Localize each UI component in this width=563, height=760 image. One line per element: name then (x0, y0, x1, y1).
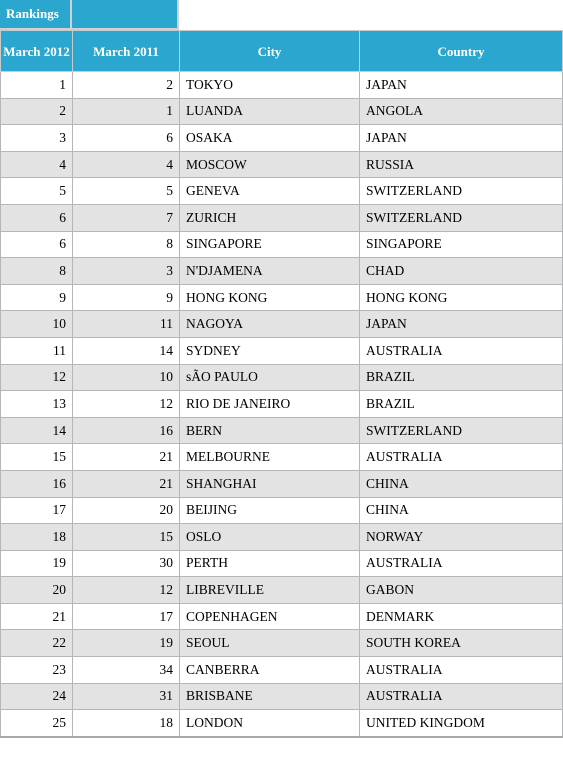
table-row (1, 417, 563, 444)
city-cell: OSLO (180, 524, 360, 551)
country-cell: AUSTRALIA (360, 444, 563, 471)
country-cell: SWITZERLAND (360, 417, 563, 444)
rank-2011-cell: 11 (73, 311, 180, 338)
column-header-city: City (180, 31, 360, 72)
city-cell: MELBOURNE (180, 444, 360, 471)
city-cell: RIO DE JANEIRO (180, 391, 360, 418)
rank-2012-cell: 24 (1, 683, 73, 710)
city-cell: sÃO PAULO (180, 364, 360, 391)
city-cell: CANBERRA (180, 657, 360, 684)
table-row (1, 444, 563, 471)
table-row (1, 550, 563, 577)
table-row (1, 284, 563, 311)
column-header-country: Country (360, 31, 563, 72)
rank-2011-cell: 8 (73, 231, 180, 258)
rank-2011-cell: 10 (73, 364, 180, 391)
table-row (1, 391, 563, 418)
table-row (1, 151, 563, 178)
city-cell: MOSCOW (180, 151, 360, 178)
rank-2011-cell: 20 (73, 497, 180, 524)
table-row (1, 204, 563, 231)
rankings-table (0, 30, 563, 738)
rank-2011-cell: 14 (73, 337, 180, 364)
table-body (1, 72, 563, 737)
rank-2012-cell: 2 (1, 98, 73, 125)
city-cell: TOKYO (180, 72, 360, 99)
table-row (1, 258, 563, 285)
rank-2011-cell: 7 (73, 204, 180, 231)
city-cell: BERN (180, 417, 360, 444)
city-cell: LIBREVILLE (180, 577, 360, 604)
country-cell: SWITZERLAND (360, 204, 563, 231)
rank-2011-cell: 5 (73, 178, 180, 205)
table-row (1, 337, 563, 364)
country-cell: RUSSIA (360, 151, 563, 178)
rank-2012-cell: 25 (1, 710, 73, 737)
rank-2011-cell: 34 (73, 657, 180, 684)
country-cell: BRAZIL (360, 364, 563, 391)
city-cell: SHANGHAI (180, 470, 360, 497)
rank-2011-cell: 31 (73, 683, 180, 710)
rank-2012-cell: 1 (1, 72, 73, 99)
country-cell: SOUTH KOREA (360, 630, 563, 657)
city-cell: HONG KONG (180, 284, 360, 311)
rankings-label: Rankings (0, 0, 72, 30)
rank-2012-cell: 17 (1, 497, 73, 524)
table-row (1, 98, 563, 125)
rank-2011-cell: 3 (73, 258, 180, 285)
city-cell: ZURICH (180, 204, 360, 231)
country-cell: JAPAN (360, 311, 563, 338)
rankings-header-blank-cell (72, 0, 179, 30)
table-row (1, 603, 563, 630)
city-cell: BEIJING (180, 497, 360, 524)
city-cell: N'DJAMENA (180, 258, 360, 285)
table-row (1, 524, 563, 551)
rank-2011-cell: 21 (73, 444, 180, 471)
rank-2012-cell: 12 (1, 364, 73, 391)
country-cell: GABON (360, 577, 563, 604)
rank-2012-cell: 13 (1, 391, 73, 418)
city-cell: SINGAPORE (180, 231, 360, 258)
rank-2011-cell: 17 (73, 603, 180, 630)
rank-2011-cell: 12 (73, 577, 180, 604)
country-cell: SWITZERLAND (360, 178, 563, 205)
table-row (1, 231, 563, 258)
rank-2012-cell: 6 (1, 204, 73, 231)
country-cell: BRAZIL (360, 391, 563, 418)
rank-2012-cell: 19 (1, 550, 73, 577)
table-row (1, 577, 563, 604)
country-cell: AUSTRALIA (360, 550, 563, 577)
city-cell: LONDON (180, 710, 360, 737)
rank-2012-cell: 11 (1, 337, 73, 364)
city-cell: COPENHAGEN (180, 603, 360, 630)
rank-2011-cell: 12 (73, 391, 180, 418)
rank-2012-cell: 8 (1, 258, 73, 285)
rank-2012-cell: 21 (1, 603, 73, 630)
country-cell: ANGOLA (360, 98, 563, 125)
rank-2011-cell: 16 (73, 417, 180, 444)
rank-2011-cell: 1 (73, 98, 180, 125)
country-cell: CHINA (360, 470, 563, 497)
table-row (1, 630, 563, 657)
rank-2012-cell: 3 (1, 125, 73, 152)
rank-2012-cell: 4 (1, 151, 73, 178)
country-cell: AUSTRALIA (360, 657, 563, 684)
rank-2012-cell: 16 (1, 470, 73, 497)
rank-2012-cell: 9 (1, 284, 73, 311)
rank-2011-cell: 4 (73, 151, 180, 178)
city-cell: PERTH (180, 550, 360, 577)
country-cell: JAPAN (360, 72, 563, 99)
column-header-march-2011: March 2011 (73, 31, 180, 72)
table-row (1, 125, 563, 152)
rank-2012-cell: 14 (1, 417, 73, 444)
table-row (1, 497, 563, 524)
table-row (1, 683, 563, 710)
city-cell: BRISBANE (180, 683, 360, 710)
country-cell: DENMARK (360, 603, 563, 630)
rank-2012-cell: 22 (1, 630, 73, 657)
country-cell: SINGAPORE (360, 231, 563, 258)
table-row (1, 470, 563, 497)
country-cell: JAPAN (360, 125, 563, 152)
rank-2012-cell: 18 (1, 524, 73, 551)
city-cell: NAGOYA (180, 311, 360, 338)
rank-2011-cell: 19 (73, 630, 180, 657)
rank-2011-cell: 2 (73, 72, 180, 99)
table-row (1, 364, 563, 391)
country-cell: CHAD (360, 258, 563, 285)
rank-2012-cell: 10 (1, 311, 73, 338)
rank-2012-cell: 6 (1, 231, 73, 258)
table-row (1, 311, 563, 338)
column-header-march-2012: March 2012 (1, 31, 73, 72)
country-cell: AUSTRALIA (360, 683, 563, 710)
rank-2011-cell: 30 (73, 550, 180, 577)
city-cell: LUANDA (180, 98, 360, 125)
rankings-header (0, 0, 179, 30)
city-cell: SEOUL (180, 630, 360, 657)
country-cell: NORWAY (360, 524, 563, 551)
country-cell: AUSTRALIA (360, 337, 563, 364)
table-header-row (1, 31, 563, 72)
rank-2011-cell: 6 (73, 125, 180, 152)
table-row (1, 710, 563, 737)
table-row (1, 657, 563, 684)
rank-2012-cell: 23 (1, 657, 73, 684)
rank-2011-cell: 21 (73, 470, 180, 497)
rank-2012-cell: 15 (1, 444, 73, 471)
country-cell: HONG KONG (360, 284, 563, 311)
city-cell: OSAKA (180, 125, 360, 152)
city-cell: GENEVA (180, 178, 360, 205)
city-cell: SYDNEY (180, 337, 360, 364)
rank-2012-cell: 20 (1, 577, 73, 604)
rank-2011-cell: 18 (73, 710, 180, 737)
table-row (1, 72, 563, 99)
rank-2011-cell: 9 (73, 284, 180, 311)
table-row (1, 178, 563, 205)
rank-2011-cell: 15 (73, 524, 180, 551)
rank-2012-cell: 5 (1, 178, 73, 205)
country-cell: UNITED KINGDOM (360, 710, 563, 737)
country-cell: CHINA (360, 497, 563, 524)
